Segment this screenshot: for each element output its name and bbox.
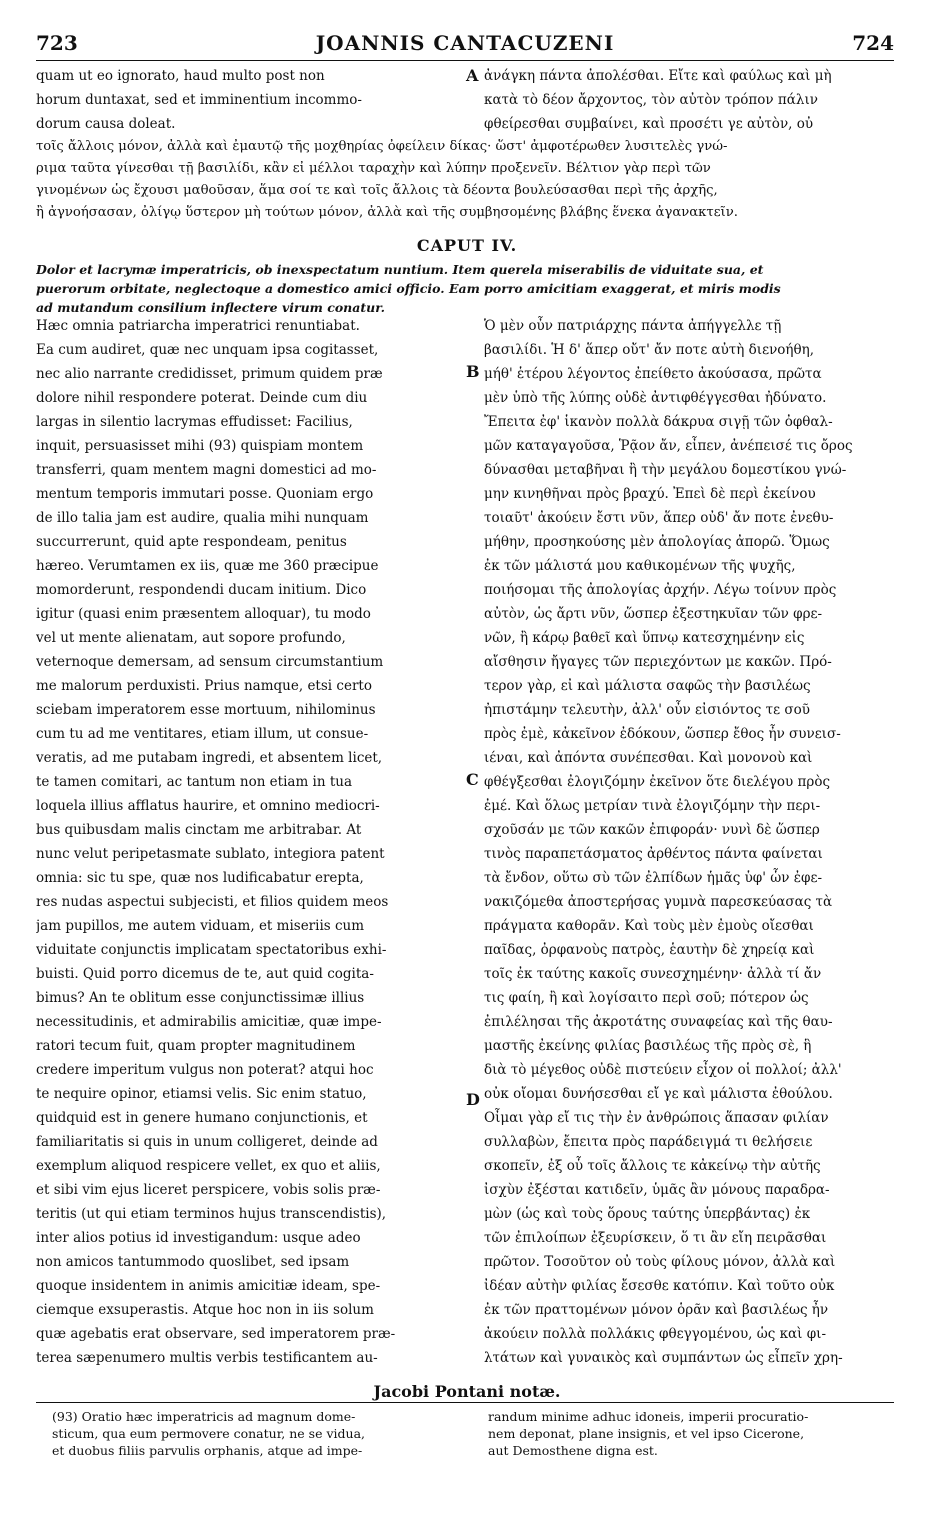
summary-line: ad mutandum consilium inflectere virum conatur.: [36, 300, 386, 315]
latin-line: transferri, quam mentem magni domestici ad mo-: [36, 462, 377, 478]
greek-line: παῖδας, ὀρφανοὺς πατρὸς, ἑαυτὴν δὲ χηρείᾳ καὶ: [484, 942, 815, 958]
top-latin-continuation: [36, 64, 464, 136]
greek-lines: [484, 314, 898, 1370]
latin-line: te nequire opinor, etiamsi velis. Sic enim statuo,: [36, 1086, 367, 1102]
latin-line: de illo talia jam est audire, qualia mihi nunquam: [36, 510, 369, 526]
greek-line: τὰ ἔνδον, οὕτω σὺ τῶν ἐλπίδων ἡμᾶς ὑφ' ὧν ἐφε-: [484, 870, 823, 886]
latin-line: succurrerunt, quid apte respondeam, penitus: [36, 534, 347, 550]
top-latin-lines: [36, 64, 464, 136]
latin-line: inter alios potius id investigandum: usque adeo: [36, 1230, 361, 1246]
full-width-greek: [36, 136, 898, 224]
summary-line: Dolor et lacrymæ imperatricis, ob inexspectatum nuntium. Item querela miserabilis de viduitate sua, et: [36, 262, 764, 277]
latin-line: necessitudinis, et admirabilis amicitiæ, quæ impe-: [36, 1014, 382, 1030]
latin-line: nunc velut peripetasmate sublato, integiora patent: [36, 846, 385, 862]
greek-line: τις φαίη, ἢ καὶ λογίσαιτο περὶ σοῦ; πότερον ὡς: [484, 990, 809, 1006]
text-line: horum duntaxat, sed et imminentium incommo-: [36, 92, 362, 108]
latin-line: vel ut mente alienatam, aut sopore profundo,: [36, 630, 346, 646]
greek-line: ἰσχὺν ἐξέσται κατιδεῖν, ὑμᾶς ἂν μόνους παραδρα-: [484, 1182, 830, 1198]
note-line: (93) Oratio hæc imperatricis ad magnum dome-: [52, 1409, 356, 1424]
latin-line: omnia: sic tu spe, quæ nos ludificabatur erepta,: [36, 870, 364, 886]
running-title: JOANNIS CANTACUZENI: [315, 31, 615, 55]
greek-line: ιέναι, καὶ ἀπόντα συνέπεσθαι. Καὶ μονονοὺ καὶ: [484, 750, 813, 766]
top-greek-continuation: [484, 64, 898, 136]
margin-letter-b: B: [466, 362, 480, 381]
notes-left: [52, 1408, 472, 1459]
greek-line: ποιήσομαι τῆς ἀπολογίας ἀρχήν. Λέγω τοίνυν πρὸς: [484, 582, 837, 598]
latin-line: momorderunt, respondendi ducam initium. Dico: [36, 582, 367, 598]
text-line: ἢ ἀγνοήσασαν, ὀλίγῳ ὕστερον μὴ τούτων μόνον, ἀλλὰ καὶ τῆς συμβησομένης βλάβης ἕνεκα ἀγανακτεῖν.: [36, 205, 738, 220]
greek-line: ἐμέ. Καὶ ὅλως μετρίαν τινὰ ἐλογιζόμην τὴν περι-: [484, 798, 821, 814]
latin-line: buisti. Quid porro dicemus de te, aut quid cogita-: [36, 966, 374, 982]
greek-line: μήθ' ἑτέρου λέγοντος ἐπείθετο ἀκούσασα, πρῶτα: [484, 366, 822, 382]
latin-line: me malorum perduxisti. Prius namque, etsi certo: [36, 678, 372, 694]
latin-line: veratis, ad me putabam ingredi, et absentem licet,: [36, 750, 383, 766]
latin-line: res nudas aspectui subjecisti, et filios quidem meos: [36, 894, 389, 910]
text-line: quam ut eo ignorato, haud multo post non: [36, 68, 325, 84]
latin-line: bimus? An te oblitum esse conjunctissimæ illius: [36, 990, 365, 1006]
greek-line: μήθην, προσηκούσης μὲν ἀπολογίας ἀπορῶ. Ὅμως: [484, 534, 830, 550]
greek-line: μὲν ὑπὸ τῆς λύπης οὐδὲ ἀντιφθέγγεσθαι ἠδύνατο.: [484, 390, 827, 406]
notes-right: [488, 1408, 898, 1459]
greek-line: τερον γὰρ, εἰ καὶ μάλιστα σαφῶς τὴν βασιλέως: [484, 678, 811, 694]
greek-line: ἐκ τῶν πραττομένων μόνον ὁρᾶν καὶ βασιλέως ἦν: [484, 1302, 829, 1318]
greek-line: Ὁ μὲν οὖν πατριάρχης πάντα ἀπήγγελλε τῇ: [484, 318, 782, 334]
latin-line: non amicos tantummodo quoslibet, sed ipsam: [36, 1254, 350, 1270]
text-line: dorum causa doleat.: [36, 116, 176, 132]
latin-line: nec alio narrante credidisset, primum quidem præ: [36, 366, 383, 382]
greek-line: αἴσθησιν ἤγαγες τῶν περιεχόντων με κακῶν. Πρό-: [484, 654, 832, 670]
latin-line: quoque insidentem in animis amicitiæ ideam, spe-: [36, 1278, 381, 1294]
greek-line: σχοῦσάν με τῶν κακῶν ἐπιφοράν· νυνὶ δὲ ὥσπερ: [484, 822, 820, 838]
note-line: sticum, qua eum permovere conatur, ne se vidua,: [52, 1426, 365, 1441]
latin-column: [36, 314, 464, 1370]
greek-line: ἐπιλέλησαι τῆς ἀκροτάτης συναφείας καὶ τῆς θαυ-: [484, 1014, 833, 1030]
greek-line: μην κινηθῆναι πρὸς βραχύ. Ἐπεὶ δὲ περὶ ἐκείνου: [484, 486, 816, 502]
greek-line: τινὸς παραπετάσματος ἀρθέντος πάντα φαίνεται: [484, 846, 823, 862]
latin-line: veternoque demersam, ad sensum circumstantium: [36, 654, 384, 670]
latin-line: quidquid est in genere humano conjunctionis, et: [36, 1110, 368, 1126]
notes-right-lines: [488, 1408, 898, 1459]
text-line: ἀνάγκη πάντα ἀπολέσθαι. Εἴτε καὶ φαύλως καὶ μὴ: [484, 68, 832, 84]
latin-line: teritis (ut qui etiam terminos hujus transcendistis),: [36, 1206, 387, 1222]
greek-line: οὐκ οἴομαι δυνήσεσθαι εἴ γε καὶ μάλιστα ἐθούλου.: [484, 1086, 833, 1102]
note-line: randum minime adhuc idoneis, imperii procuratio-: [488, 1409, 809, 1424]
latin-line: Ea cum audiret, quæ nec unquam ipsa cogitasset,: [36, 342, 379, 358]
greek-line: νακιζόμεθα ἀποστερήσας γυμνὰ παρεσκεύασας τὰ: [484, 894, 833, 910]
latin-line: et sibi vim ejus liceret perspicere, vobis solis præ-: [36, 1182, 381, 1198]
greek-column: [484, 314, 898, 1370]
note-line: et duobus filiis parvulis orphanis, atque ad impe-: [52, 1443, 363, 1458]
greek-line: λτάτων καὶ γυναικὸς καὶ συμπάντων ὡς εἶπεῖν χρη-: [484, 1350, 843, 1366]
latin-line: dolore nihil respondere poterat. Deinde cum diu: [36, 390, 368, 406]
latin-line: ratori tecum fuit, quam propter magnitudinem: [36, 1038, 356, 1054]
summary-line: puerorum orbitate, neglectoque a domestico amici officio. Eam porro amicitiam exaggerat, et miris modis: [36, 281, 781, 296]
greek-line: πρῶτον. Τοσοῦτον οὐ τοὺς φίλους μόνον, ἀλλὰ καὶ: [484, 1254, 836, 1270]
latin-line: largas in silentio lacrymas effudisset: Facilius,: [36, 414, 353, 430]
text-line: ριμα ταῦτα γίνεσθαι τῇ βασιλίδι, κἂν εἰ μέλλοι ταραχὴν καὶ λύπην προξενεῖν. Βέλτιον γὰρ περὶ τῶν: [36, 161, 711, 176]
chapter-heading: CAPUT IV.: [416, 236, 518, 255]
chapter-summary-lines: [36, 260, 898, 317]
text-line: φθείρεσθαι συμβαίνει, καὶ προσέτι γε αὐτὸν, οὐ: [484, 116, 814, 132]
latin-line: loquela illius afflatus haurire, et omnino mediocri-: [36, 798, 380, 814]
note-line: aut Demosthene digna est.: [488, 1443, 658, 1458]
page-number-left: 723: [36, 31, 78, 55]
greek-line: Ἔπειτα ἐφ' ἱκανὸν πολλὰ δάκρυα σιγῇ τῶν ὀφθαλ-: [484, 414, 833, 430]
greek-line: Οἶμαι γὰρ εἴ τις τὴν ἐν ἀνθρώποις ἅπασαν φιλίαν: [484, 1110, 829, 1126]
margin-letter-d: D: [466, 1090, 480, 1109]
greek-line: τῶν ἐπιλοίπων ἐξευρίσκειν, ὅ τι ἂν εἴη πειρᾶσθαι: [484, 1230, 827, 1246]
running-header: [36, 28, 894, 58]
latin-line: hæreo. Verumtamen ex iis, quæ me 360 præcipue: [36, 558, 379, 574]
top-greek-lines: [484, 64, 898, 136]
latin-line: te tamen comitari, ac tantum non etiam in tua: [36, 774, 353, 790]
greek-line: μὼν (ὡς καὶ τοὺς ὅρους ταύτης ὑπερβάντας) ἐκ: [484, 1206, 811, 1222]
greek-line: διὰ τὸ μέγεθος οὐδὲ πιστεύειν εἶχον οἱ πολλοί; ἀλλ': [484, 1062, 842, 1078]
latin-line: familiaritatis si quis in unum colligeret, deinde ad: [36, 1134, 378, 1150]
latin-line: viduitate conjunctis implicatam spectatoribus exhi-: [36, 942, 387, 958]
greek-line: νῶν, ἢ κάρῳ βαθεῖ καὶ ὕπνῳ κατεσχημένην εἰς: [484, 630, 805, 646]
greek-line: βασιλίδι. Ἡ δ' ἅπερ οὔτ' ἄν ποτε αὐτὴ διενοήθη,: [484, 342, 814, 358]
text-line: κατὰ τὸ δέον ἄρχοντος, τὸν αὐτὸν τρόπον πάλιν: [484, 92, 818, 108]
page-number-right: 724: [852, 31, 894, 55]
greek-line: ἐκ τῶν μάλιστά μου καθικομένων τῆς ψυχῆς,: [484, 558, 796, 574]
latin-line: Hæc omnia patriarcha imperatrici renuntiabat.: [36, 318, 360, 334]
latin-line: inquit, persuasisset mihi (93) quispiam montem: [36, 438, 364, 454]
text-line: γινομένων ὡς ἔχουσι μαθοῦσαν, ἅμα σοί τε καὶ τοῖς ἄλλοις τὰ δέοντα βουλεύσασθαι περὶ τῆς ἀρχῆς,: [36, 183, 718, 198]
notes-rule: [36, 1402, 894, 1403]
text-line: τοῖς ἄλλοις μόνον, ἀλλὰ καὶ ἐμαυτῷ τῆς μοχθηρίας ὀφείλειν δίκας· ὥστ' ἀμφοτέρωθεν λυσιτελὲς γνώ-: [36, 139, 728, 154]
greek-line: μαστῆς ἐκείνης φιλίας βασιλέως τῆς πρὸς σὲ, ἣ: [484, 1038, 812, 1054]
greek-line: τοιαῦτ' ἀκούειν ἔστι νῦν, ἅπερ οὐδ' ἄν ποτε ἐνεθυ-: [484, 510, 834, 526]
greek-line: ἰδέαν αὐτὴν φιλίας ἔσεσθε κατόπιν. Καὶ τοῦτο οὐκ: [484, 1278, 835, 1294]
latin-line: quæ agebatis erat observare, sed imperatorem præ-: [36, 1326, 396, 1342]
greek-line: τοῖς ἐκ ταύτης κακοῖς συνεσχημένην· ἀλλὰ τί ἄν: [484, 966, 822, 982]
greek-line: σκοπεῖν, ἐξ οὗ τοῖς ἄλλοις τε κἀκείνῳ τὴν αὐτῆς: [484, 1158, 821, 1174]
greek-line: ἀκούειν πολλὰ πολλάκις φθεγγομένου, ὡς καὶ φι-: [484, 1326, 827, 1342]
header-rule: [36, 60, 894, 61]
notes-left-lines: [52, 1408, 472, 1459]
latin-line: terea sæpenumero multis verbis testificantem au-: [36, 1350, 378, 1366]
greek-line: πράγματα καθορᾶν. Καὶ τοὺς μὲν ἐμοὺς οἴεσθαι: [484, 918, 814, 934]
chapter-summary: [36, 260, 898, 317]
latin-line: igitur (quasi enim præsentem alloquar), tu modo: [36, 606, 371, 622]
latin-line: exemplum aliquod respicere vellet, ex quo et aliis,: [36, 1158, 381, 1174]
latin-line: sciebam imperatorem esse mortuum, nihilominus: [36, 702, 376, 718]
latin-line: credere imperitum vulgus non poterat? atqui hoc: [36, 1062, 374, 1078]
margin-letter-c: C: [466, 770, 479, 789]
latin-line: bus quibusdam malis cinctam me arbitrabar. At: [36, 822, 362, 838]
greek-line: φθέγξεσθαι ἐλογιζόμην ἐκεῖνον ὅτε διελέγου πρὸς: [484, 774, 831, 790]
latin-line: mentum temporis immutari posse. Quoniam ergo: [36, 486, 374, 502]
latin-line: jam pupillos, me autem viduam, et miseriis cum: [36, 918, 365, 934]
latin-lines: [36, 314, 464, 1370]
greek-line: συλλαβὼν, ἔπειτα πρὸς παράδειγμά τι θελήσειε: [484, 1134, 813, 1150]
greek-line: δύνασθαι μεταβῆναι ἢ τὴν μεγάλου δομεστίκου γνώ-: [484, 462, 847, 478]
greek-line: μῶν καταγαγοῦσα, Ῥᾷον ἄν, εἶπεν, ἀνέπεισέ τις ὄρος: [484, 438, 853, 454]
latin-line: ciemque exsuperastis. Atque hoc non in iis solum: [36, 1302, 374, 1318]
greek-line: πρὸς ἐμὲ, κἀκεῖνον ἐδόκουν, ὥσπερ ἔθος ἦν συνεισ-: [484, 726, 841, 742]
greek-line: ἠπιστάμην τελευτὴν, ἀλλ' οὖν εἰσιόντος τε σοῦ: [484, 702, 810, 718]
note-line: nem deponat, plane insignis, et vel ipso Cicerone,: [488, 1426, 805, 1441]
margin-letter-a: A: [466, 66, 479, 85]
greek-line: αὐτὸν, ὡς ἄρτι νῦν, ὥσπερ ἐξεστηκυῖαν τῶν φρε-: [484, 606, 823, 622]
latin-line: cum tu ad me ventitares, etiam illum, ut consue-: [36, 726, 369, 742]
notes-heading: Jacobi Pontani notæ.: [0, 1382, 934, 1401]
full-width-greek-lines: [36, 136, 898, 224]
